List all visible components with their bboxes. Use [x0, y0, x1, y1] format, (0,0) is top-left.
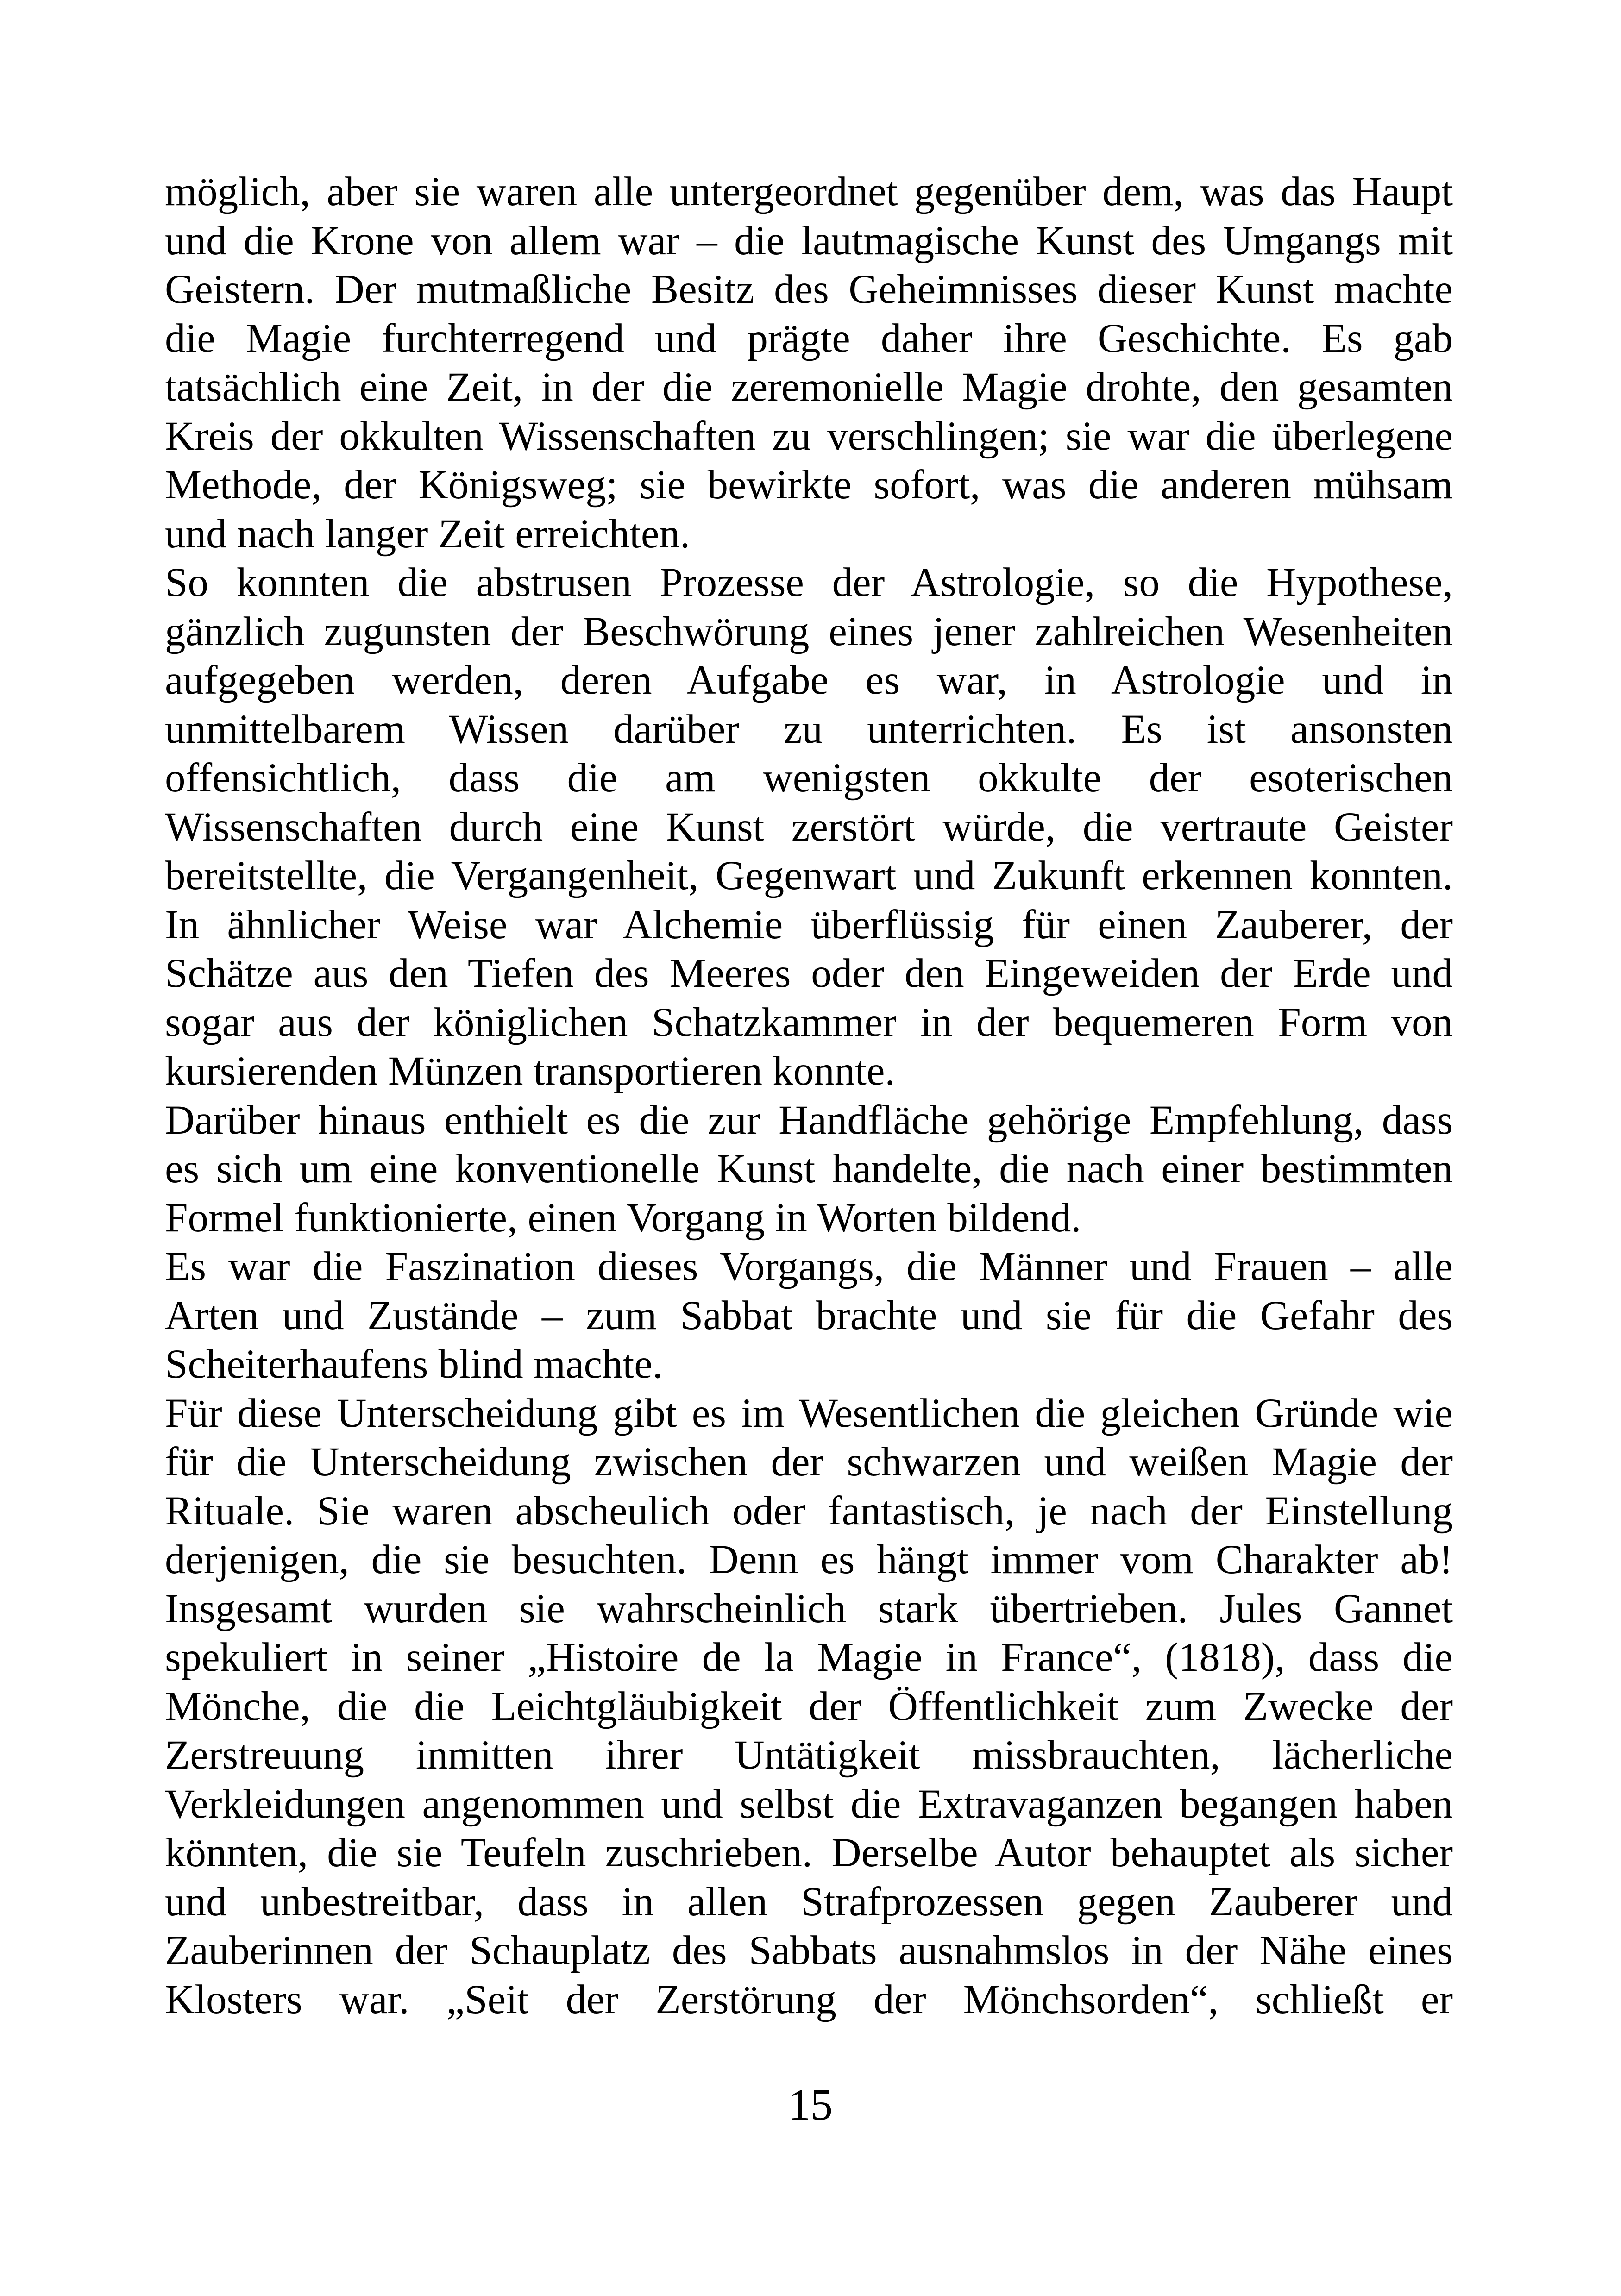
text-line: In ähnlicher Weise war Alchemie überflüssig für einen Zauberer, der [165, 902, 1453, 947]
text-line: Es war die Faszination dieses Vorgangs, die Männer und Frauen – alle [165, 1244, 1453, 1289]
text-line: offensichtlich, dass die am wenigsten okkulte der esoterischen [165, 755, 1453, 801]
text-line: Arten und Zustände – zum Sabbat brachte und sie für die Gefahr des [165, 1292, 1453, 1338]
text-line: Wissenschaften durch eine Kunst zerstört würde, die vertraute Geister [165, 804, 1453, 850]
text-line: Scheiterhaufens blind machte. [165, 1342, 663, 1387]
text-line: möglich, aber sie waren alle untergeordnet gegenüber dem, was das Haupt [165, 169, 1453, 214]
paragraph [165, 168, 1453, 558]
text-line: für die Unterscheidung zwischen der schwarzen und weißen Magie der [165, 1439, 1453, 1485]
text-line: aufgegeben werden, deren Aufgabe es war, in Astrologie und in [165, 658, 1453, 703]
page-number: 15 [788, 2080, 833, 2129]
text-line: Kreis der okkulten Wissenschaften zu verschlingen; sie war die überlegene [165, 413, 1453, 459]
text-line: bereitstellte, die Vergangenheit, Gegenwart und Zukunft erkennen konnten. [165, 853, 1453, 898]
text-line: die Magie furchterregend und prägte daher ihre Geschichte. Es gab [165, 315, 1453, 361]
text-line: unmittelbarem Wissen darüber zu unterrichten. Es ist ansonsten [165, 706, 1453, 752]
paragraph [165, 1242, 1453, 1389]
text-line: spekuliert in seiner „Histoire de la Magie in France“, (1818), dass die [165, 1635, 1453, 1680]
text-line: es sich um eine konventionelle Kunst handelte, die nach einer bestimmten [165, 1146, 1453, 1192]
text-line: Mönche, die die Leichtgläubigkeit der Öffentlichkeit zum Zwecke der [165, 1683, 1453, 1729]
text-line: Verkleidungen angenommen und selbst die Extravaganzen begangen haben [165, 1781, 1453, 1827]
text-line: und die Krone von allem war – die lautmagische Kunst des Umgangs mit [165, 218, 1453, 263]
text-line: Zerstreuung inmitten ihrer Untätigkeit missbrauchten, lächerliche [165, 1732, 1453, 1778]
text-line: sogar aus der königlichen Schatzkammer in der bequemeren Form von [165, 999, 1453, 1045]
paragraph [165, 1096, 1453, 1243]
text-line: könnten, die sie Teufeln zuschrieben. Derselbe Autor behauptet als sicher [165, 1830, 1453, 1876]
text-line: Insgesamt wurden sie wahrscheinlich stark übertrieben. Jules Gannet [165, 1586, 1453, 1631]
text-line: Rituale. Sie waren abscheulich oder fantastisch, je nach der Einstellung [165, 1488, 1453, 1534]
body-text [165, 168, 1453, 2024]
text-line: und nach langer Zeit erreichten. [165, 511, 691, 557]
text-line: Zauberinnen der Schauplatz des Sabbats ausnahmslos in der Nähe eines [165, 1928, 1453, 1973]
text-line: tatsächlich eine Zeit, in der die zeremonielle Magie drohte, den gesamten [165, 364, 1453, 410]
text-line: derjenigen, die sie besuchten. Denn es hängt immer vom Charakter ab! [165, 1537, 1453, 1582]
text-line: gänzlich zugunsten der Beschwörung eines jener zahlreichen Wesenheiten [165, 609, 1453, 654]
text-line: Methode, der Königsweg; sie bewirkte sofort, was die anderen mühsam [165, 462, 1453, 508]
text-line: und unbestreitbar, dass in allen Strafprozessen gegen Zauberer und [165, 1879, 1453, 1925]
text-line: Schätze aus den Tiefen des Meeres oder den Eingeweiden der Erde und [165, 951, 1453, 996]
paragraph [165, 1389, 1453, 2025]
text-line: Formel funktionierte, einen Vorgang in Worten bildend. [165, 1195, 1081, 1241]
text-line: Darüber hinaus enthielt es die zur Handfläche gehörige Empfehlung, dass [165, 1097, 1453, 1143]
text-line: Geistern. Der mutmaßliche Besitz des Geheimnisses dieser Kunst machte [165, 267, 1453, 312]
paragraph [165, 558, 1453, 1096]
text-line: kursierenden Münzen transportieren konnte. [165, 1048, 895, 1094]
text-line: So konnten die abstrusen Prozesse der Astrologie, so die Hypothese, [165, 560, 1453, 605]
text-line: Klosters war. „Seit der Zerstörung der Mönchsorden“, schließt er [165, 1976, 1453, 2022]
text-line: Für diese Unterscheidung gibt es im Wesentlichen die gleichen Gründe wie [165, 1390, 1453, 1436]
